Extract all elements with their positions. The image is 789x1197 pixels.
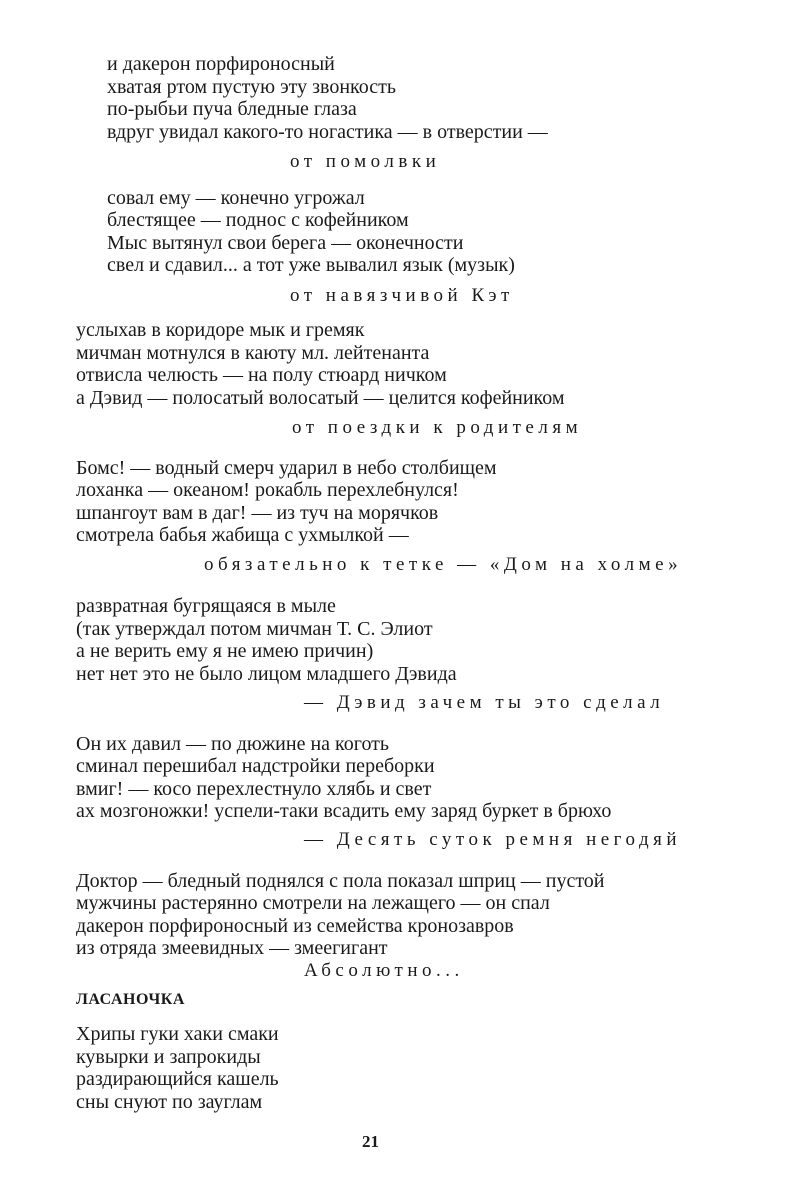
poem-line: мичман мотнулся в каюту мл. лейтенанта <box>76 342 430 364</box>
poem-line: вмиг! — косо перехлестнуло хлябь и свет <box>76 778 432 800</box>
poem-line: хватая ртом пустую эту звонкость <box>107 76 396 98</box>
poem-line: развратная бугрящаяся в мыле <box>76 595 336 617</box>
refrain-line: Абсолютно... <box>304 960 464 981</box>
refrain-line: обязательно к тетке — «Дом на холме» <box>204 554 683 575</box>
poem-line: по-рыбьи пуча бледные глаза <box>107 98 357 120</box>
poem-line: совал ему — конечно угрожал <box>107 187 365 209</box>
poem-line: услыхав в коридоре мык и гремяк <box>76 319 365 341</box>
poem-line: сны снуют по зауглам <box>76 1091 263 1113</box>
refrain-line: от помолвки <box>290 151 441 172</box>
poem-line: ах мозгоножки! успели-таки всадить ему заряд буркет в брюхо <box>76 800 612 822</box>
poem-line: смотрела бабья жабища с ухмылкой — <box>76 524 409 546</box>
poem-line: а Дэвид — полосатый волосатый — целится кофейником <box>76 387 565 409</box>
poem-line: мужчины растерянно смотрели на лежащего — он спал <box>76 892 550 914</box>
refrain-line: — Десять суток ремня негодяй <box>304 829 682 850</box>
poem-line: а не верить ему я не имею причин) <box>76 640 374 662</box>
page-number: 21 <box>362 1132 379 1151</box>
poem-line: отвисла челюсть — на полу стюард ничком <box>76 364 447 386</box>
refrain-line: от поездки к родителям <box>292 417 583 438</box>
poem-line: Мыс вытянул свои берега — оконечности <box>107 232 464 254</box>
poem-line: Бомс! — водный смерч ударил в небо столбищем <box>76 457 497 479</box>
poem-line: блестящее — поднос с кофейником <box>107 209 409 231</box>
poem-line: вдруг увидал какого-то ногастика — в отверстии — <box>107 121 548 143</box>
poem-line: нет нет это не было лицом младшего Дэвида <box>76 663 457 685</box>
poem-line: раздирающийся кашель <box>76 1068 279 1090</box>
poem-line: Он их давил — по дюжине на коготь <box>76 733 390 755</box>
poem-line: кувырки и запрокиды <box>76 1046 261 1068</box>
poem-line: (так утверждал потом мичман Т. С. Элиот <box>76 618 433 640</box>
refrain-line: — Дэвид зачем ты это сделал <box>304 692 665 713</box>
poem-line: шпангоут вам в даг! — из туч на морячков <box>76 502 439 524</box>
poem-line: свел и сдавил... а тот уже вывалил язык (музык) <box>107 254 515 276</box>
poem-line: лоханка — океаном! рокабль перехлебнулся! <box>76 479 459 501</box>
poem-title: ЛАСАНОЧКА <box>76 991 185 1008</box>
poem-line: Доктор — бледный поднялся с пола показал шприц — пустой <box>76 870 605 892</box>
poem-line: Хрипы гуки хаки смаки <box>76 1023 279 1045</box>
poem-line: из отряда змеевидных — змеегигант <box>76 937 388 959</box>
poem-line: и дакерон порфироносный <box>107 53 335 75</box>
refrain-line: от навязчивой Кэт <box>290 285 514 306</box>
poem-line: сминал перешибал надстройки переборки <box>76 755 435 777</box>
poem-line: дакерон порфироносный из семейства кронозавров <box>76 915 514 937</box>
